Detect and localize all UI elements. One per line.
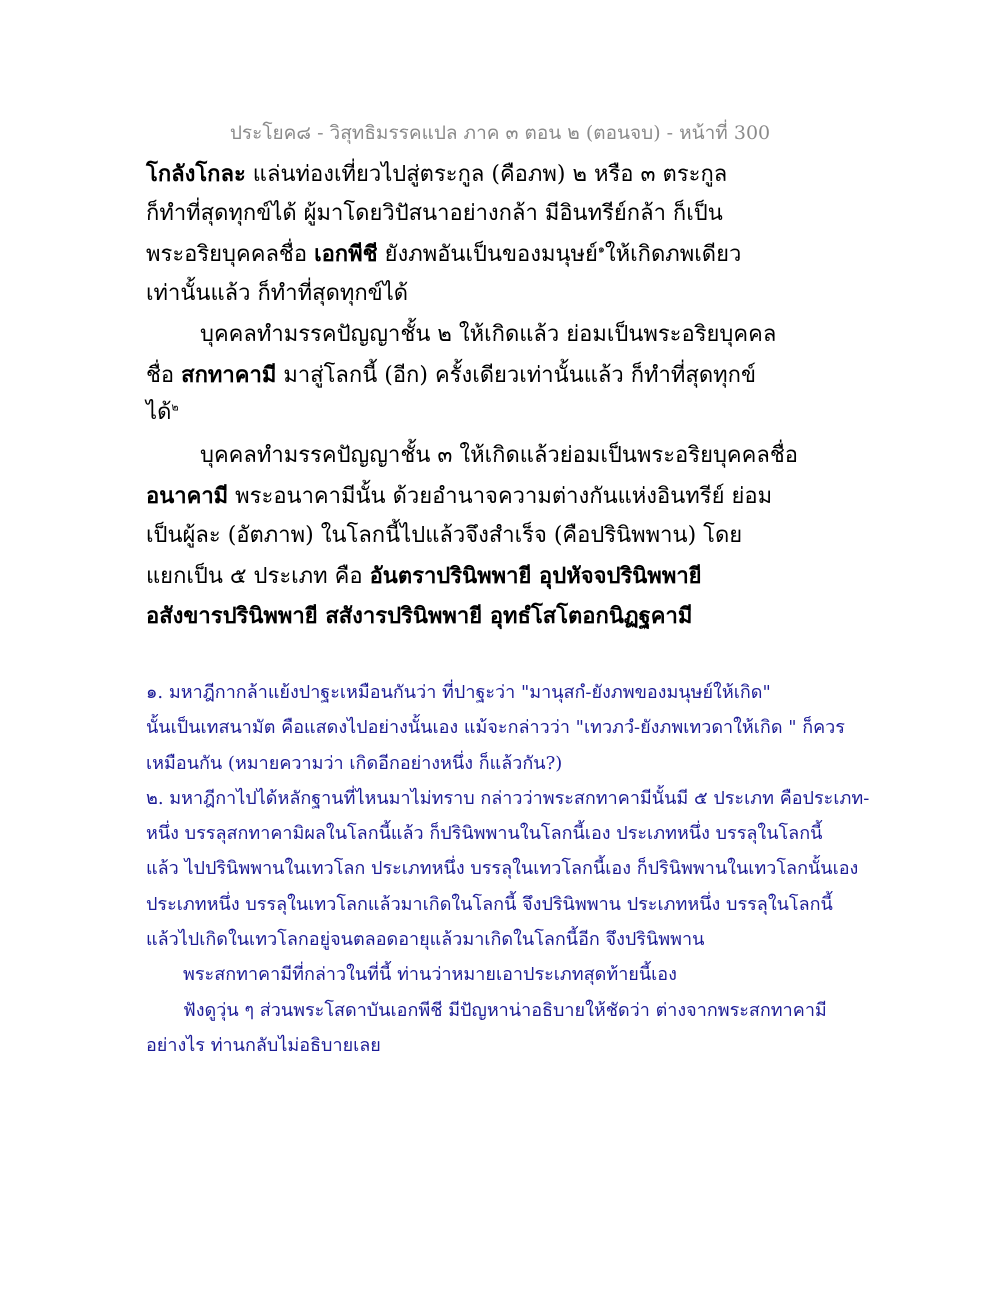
footnote-line-9: พระสกทาคามีที่กล่าวในที่นี้ ท่านว่าหมายเอาประเภทสุดท้ายนี้เอง <box>183 964 677 985</box>
term-types: อสังขารปรินิพพายี สสังารปรินิพพายี อุทธํโสโตอกนิฏฐคามี <box>146 603 693 629</box>
body-line-8: บุคคลทำมรรคปัญญาชั้น ๓ ให้เกิดแล้วย่อมเป็นพระอริยบุคคลชื่อ <box>200 443 798 468</box>
body-text: ได้ <box>146 400 172 425</box>
footnote-line-1: ๑. มหาฎีกากล้าแย้งปาฐะเหมือนกันว่า ที่ปาฐะว่า "มานุสกํ-ยังภพของมนุษย์ให้เกิด" <box>146 682 771 703</box>
term-ekabiji: เอกพีชี <box>314 241 378 267</box>
term-sakadagami: สกทาคามี <box>181 362 277 388</box>
term-types: อันตราปรินิพพายี อุปหัจจปรินิพพายี <box>369 563 702 589</box>
body-line-5: บุคคลทำมรรคปัญญาชั้น ๒ ให้เกิดแล้ว ย่อมเป็นพระอริยบุคคล <box>200 322 777 347</box>
body-text: ยังภพอันเป็นของมนุษย์ <box>377 242 598 267</box>
footnote-line-8: แล้วไปเกิดในเทวโลกอยู่จนตลอดอายุแล้วมาเกิดในโลกนี้อีก จึงปรินิพพาน <box>146 929 705 950</box>
body-line-12 <box>146 601 692 632</box>
body-line-2: ก็ทำที่สุดทุกข์ได้ ผู้มาโดยวิปัสนาอย่างกล้า มีอินทรีย์กล้า ก็เป็น <box>146 201 723 226</box>
body-line-10: เป็นผู้ละ (อัตภาพ) ในโลกนี้ไปแล้วจึงสำเร็จ (คือปรินิพพาน) โดย <box>146 523 743 548</box>
body-text: ให้เกิดภพเดียว <box>604 242 742 267</box>
footnote-line-5: หนึ่ง บรรลุสกทาคามิผลในโลกนี้แล้ว ก็ปรินิพพานในโลกนี้เอง ประเภทหนึ่ง บรรลุในโลกนี้ <box>146 823 823 844</box>
footnote-line-4: ๒. มหาฎีกาไปได้หลักฐานที่ไหนมาไม่ทราบ กล่าวว่าพระสกทาคามีนั้นมี ๕ ประเภท คือประเภท- <box>146 788 870 809</box>
term-kolankola: โกลังโกละ <box>146 161 246 187</box>
body-line-6 <box>146 360 756 391</box>
footnote-line-6: แล้ว ไปปรินิพพานในเทวโลก ประเภทหนึ่ง บรรลุในเทวโลกนี้เอง ก็ปรินิพพานในเทวโลกนั้นเอง <box>146 858 859 879</box>
body-text: พระอนาคามีนั้น ด้วยอำนาจความต่างกันแห่งอินทรีย์ ย่อม <box>228 484 773 509</box>
body-line-9 <box>146 481 772 512</box>
footnote-line-11: อย่างไร ท่านกลับไม่อธิบายเลย <box>146 1035 381 1056</box>
term-anagami: อนาคามี <box>146 483 229 509</box>
body-text: แยกเป็น ๕ ประเภท คือ <box>146 564 370 589</box>
footnote-ref-1: ๑ <box>597 242 605 256</box>
footnote-line-3: เหมือนกัน (หมายความว่า เกิดอีกอย่างหนึ่ง ก็แล้วกัน?) <box>146 753 563 774</box>
footnote-ref-2: ๒ <box>171 400 179 414</box>
body-text: พระอริยบุคคลชื่อ <box>146 242 315 267</box>
footnote-line-10: ฟังดูวุ่น ๆ ส่วนพระโสดาบันเอกพีชี มีปัญหาน่าอธิบายให้ชัดว่า ต่างจากพระสกทาคามี <box>183 1000 827 1021</box>
page-header: ประโยค๘ - วิสุทธิมรรคแปล ภาค ๓ ตอน ๒ (ตอนจบ) - หน้าที่ 300 <box>229 122 771 144</box>
body-text: มาสู่โลกนี้ (อีก) ครั้งเดียวเท่านั้นแล้ว ก็ทำที่สุดทุกข์ <box>276 363 756 388</box>
body-line-3 <box>146 239 741 270</box>
body-text: ชื่อ <box>146 363 182 388</box>
body-line-7 <box>146 398 179 428</box>
body-line-11 <box>146 561 702 592</box>
body-line-4: เท่านั้นแล้ว ก็ทำที่สุดทุกข์ได้ <box>146 281 409 306</box>
body-text: แล่นท่องเที่ยวไปสู่ตระกูล (คือภพ) ๒ หรือ ๓ ตระกูล <box>245 162 728 187</box>
body-line-1 <box>146 159 727 190</box>
footnote-line-7: ประเภทหนึ่ง บรรลุในเทวโลกแล้วมาเกิดในโลกนี้ จึงปรินิพพาน ประเภทหนึ่ง บรรลุในโลกนี้ <box>146 894 833 915</box>
footnote-line-2: นั้นเป็นเทสนามัต คือแสดงไปอย่างนั้นเอง แม้จะกล่าวว่า "เทวภวํ-ยังภพเทวดาให้เกิด " ก็ควร <box>146 717 845 738</box>
